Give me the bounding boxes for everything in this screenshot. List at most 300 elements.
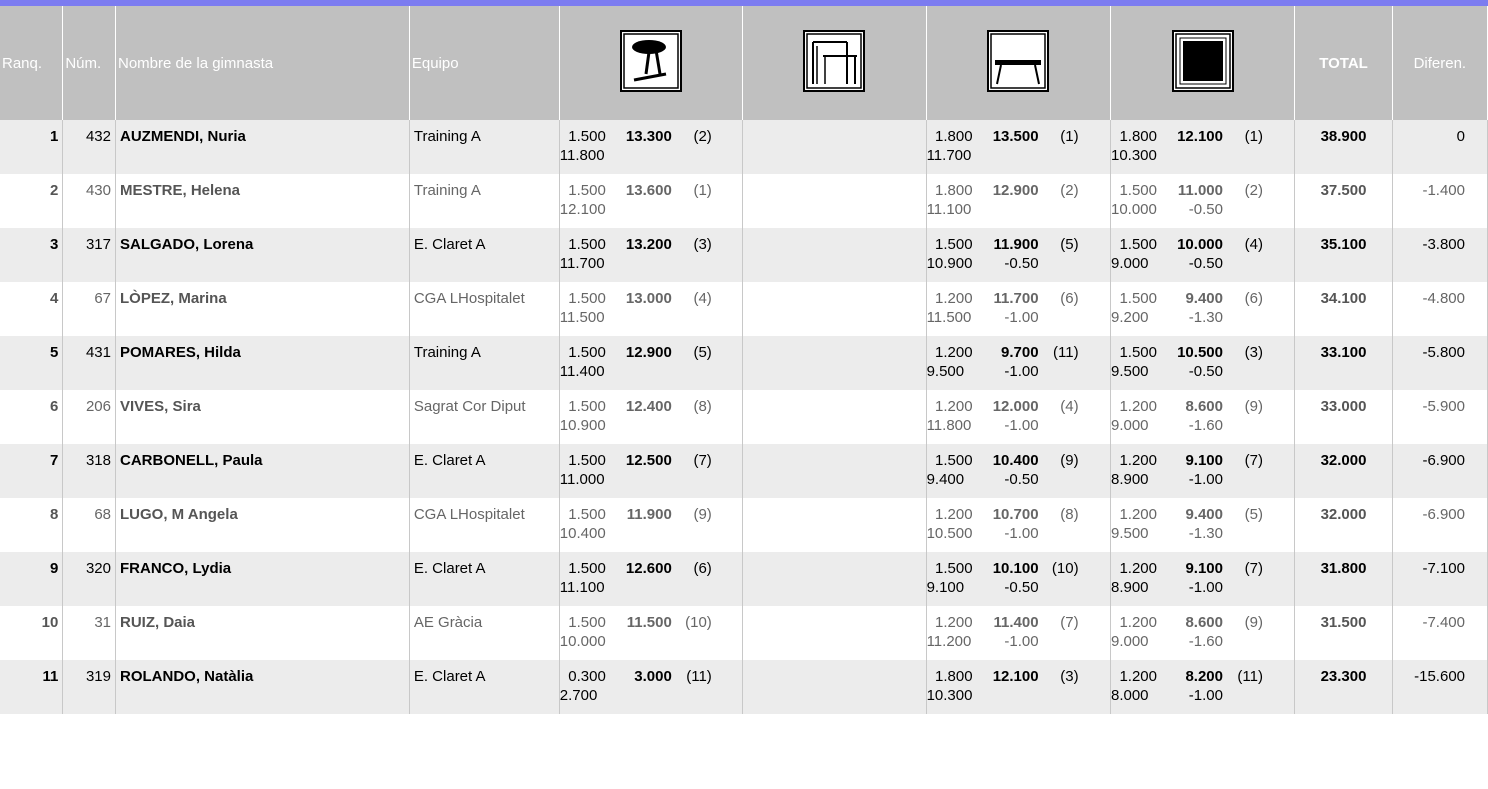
number-cell: 67	[63, 282, 116, 336]
uneven-bars-score-cell	[743, 660, 926, 714]
penalty: -1.30	[1188, 309, 1223, 326]
execution-score: 11.400	[559, 363, 605, 380]
apparatus-rank: (2)	[1244, 182, 1263, 199]
vault-score	[560, 560, 738, 596]
difficulty-score: 1.800	[935, 182, 973, 199]
execution-score: 9.000	[1110, 255, 1149, 272]
beam-icon	[987, 30, 1049, 92]
apparatus-rank: (3)	[693, 236, 712, 253]
difficulty-score: 1.200	[1119, 614, 1157, 631]
table-row	[0, 336, 1488, 390]
difficulty-score: 1.500	[935, 236, 973, 253]
penalty	[973, 147, 1039, 164]
rank-cell: 9	[0, 552, 63, 606]
penalty: -0.50	[1188, 363, 1223, 380]
penalty: -0.50	[1004, 579, 1039, 596]
team-name: Sagrat Cor Diput	[409, 390, 559, 444]
difference: -3.800	[1392, 228, 1487, 282]
final-score: 8.200	[1185, 668, 1223, 685]
penalty: -1.00	[1004, 417, 1039, 434]
difficulty-score: 1.500	[1119, 344, 1157, 361]
final-score: 10.500	[1177, 344, 1223, 361]
penalty: -1.00	[1188, 471, 1223, 488]
floor-score-cell	[1110, 498, 1294, 552]
total-score: 31.800	[1295, 552, 1392, 606]
vault-score	[560, 506, 738, 542]
penalty	[606, 147, 672, 164]
apparatus-rank: (1)	[1060, 128, 1079, 145]
execution-score: 9.100	[926, 579, 965, 596]
penalty	[606, 471, 672, 488]
vault-score-cell	[559, 660, 742, 714]
execution-score: 11.000	[559, 471, 605, 488]
floor-score	[1111, 236, 1290, 272]
execution-score: 11.700	[559, 255, 605, 272]
vault-score-cell	[559, 552, 742, 606]
difficulty-score: 1.200	[1119, 668, 1157, 685]
team-name: CGA LHospitalet	[409, 498, 559, 552]
table-row	[0, 174, 1488, 228]
execution-score: 12.100	[559, 201, 606, 218]
team-name: CGA LHospitalet	[409, 282, 559, 336]
penalty: -0.50	[1188, 201, 1223, 218]
difference: -1.400	[1392, 174, 1487, 228]
total-score: 31.500	[1295, 606, 1392, 660]
header-total: TOTAL	[1295, 6, 1392, 120]
team-name: AE Gràcia	[409, 606, 559, 660]
total-score: 23.300	[1295, 660, 1392, 714]
beam-score-cell	[926, 444, 1110, 498]
beam-score	[927, 506, 1106, 542]
vault-score-cell	[559, 606, 742, 660]
final-score: 12.500	[625, 452, 672, 469]
difficulty-score: 1.500	[568, 182, 606, 199]
total-score: 33.000	[1295, 390, 1392, 444]
results-table	[0, 6, 1488, 714]
execution-score: 9.000	[1110, 417, 1149, 434]
uneven-bars-score-cell	[743, 228, 926, 282]
number-cell: 320	[63, 552, 116, 606]
final-score: 9.700	[1001, 344, 1039, 361]
penalty	[606, 255, 672, 272]
final-score: 9.100	[1185, 452, 1223, 469]
difference: -6.900	[1392, 444, 1487, 498]
final-score: 11.900	[626, 506, 672, 523]
table-row	[0, 444, 1488, 498]
beam-score-cell	[926, 174, 1110, 228]
beam-score	[927, 128, 1106, 164]
apparatus-rank: (11)	[686, 668, 712, 685]
difficulty-score: 1.500	[935, 560, 973, 577]
uneven-bars-score-cell	[743, 120, 926, 174]
rank-cell: 8	[0, 498, 63, 552]
execution-score: 10.400	[559, 525, 606, 542]
rank-cell: 2	[0, 174, 63, 228]
penalty: -1.00	[1004, 525, 1039, 542]
final-score: 9.400	[1185, 506, 1223, 523]
rank-cell: 11	[0, 660, 63, 714]
difficulty-score: 1.500	[568, 236, 606, 253]
gymnast-name: RUIZ, Daia	[116, 606, 410, 660]
apparatus-rank: (4)	[1060, 398, 1079, 415]
final-score: 13.200	[625, 236, 672, 253]
number-cell: 317	[63, 228, 116, 282]
apparatus-rank: (7)	[1244, 452, 1263, 469]
difference: -7.400	[1392, 606, 1487, 660]
number-cell: 430	[63, 174, 116, 228]
difficulty-score: 1.200	[1119, 398, 1157, 415]
final-score: 10.100	[992, 560, 1039, 577]
penalty: -1.60	[1188, 633, 1223, 650]
table-row	[0, 282, 1488, 336]
number-cell: 319	[63, 660, 116, 714]
final-score: 12.900	[625, 344, 672, 361]
difficulty-score: 1.500	[1119, 290, 1157, 307]
beam-score-cell	[926, 120, 1110, 174]
beam-score	[927, 452, 1106, 488]
vault-score-cell	[559, 444, 742, 498]
execution-score: 10.900	[559, 417, 606, 434]
total-score: 35.100	[1295, 228, 1392, 282]
table-row	[0, 660, 1488, 714]
header-number: Núm.	[63, 6, 116, 120]
vault-score-cell	[559, 390, 742, 444]
team-name: E. Claret A	[409, 660, 559, 714]
floor-score-cell	[1110, 552, 1294, 606]
apparatus-rank: (3)	[1244, 344, 1263, 361]
beam-score-cell	[926, 606, 1110, 660]
final-score: 12.000	[992, 398, 1039, 415]
gymnast-name: MESTRE, Helena	[116, 174, 410, 228]
difficulty-score: 1.500	[568, 452, 606, 469]
difficulty-score: 1.500	[935, 452, 973, 469]
difficulty-score: 1.500	[568, 344, 606, 361]
header-rank: Ranq.	[0, 6, 63, 120]
beam-score-cell	[926, 552, 1110, 606]
total-score: 32.000	[1295, 444, 1392, 498]
floor-score	[1111, 128, 1290, 164]
difficulty-score: 1.200	[935, 398, 973, 415]
difficulty-score: 1.800	[935, 128, 973, 145]
apparatus-rank: (2)	[1060, 182, 1079, 199]
difficulty-score: 1.200	[935, 290, 973, 307]
final-score: 13.000	[625, 290, 672, 307]
penalty	[606, 309, 672, 326]
vault-score	[560, 236, 738, 272]
penalty: -1.30	[1188, 525, 1223, 542]
apparatus-rank: (8)	[693, 398, 712, 415]
execution-score: 11.100	[926, 201, 972, 218]
vault-score-cell	[559, 498, 742, 552]
beam-score	[927, 668, 1106, 704]
difference: -7.100	[1392, 552, 1487, 606]
penalty	[1157, 147, 1223, 164]
team-name: Training A	[409, 174, 559, 228]
final-score: 13.600	[625, 182, 672, 199]
difference: -6.900	[1392, 498, 1487, 552]
apparatus-rank: (10)	[1051, 560, 1079, 577]
total-score: 34.100	[1295, 282, 1392, 336]
apparatus-rank: (7)	[693, 452, 712, 469]
execution-score: 9.500	[1110, 525, 1149, 542]
execution-score: 9.200	[1110, 309, 1149, 326]
vault-score	[560, 398, 738, 434]
penalty	[606, 201, 672, 218]
gymnast-name: AUZMENDI, Nuria	[116, 120, 410, 174]
beam-score	[927, 398, 1106, 434]
difficulty-score: 1.500	[1119, 236, 1157, 253]
team-name: E. Claret A	[409, 444, 559, 498]
execution-score: 10.300	[926, 687, 973, 704]
team-name: E. Claret A	[409, 552, 559, 606]
difficulty-score: 1.200	[1119, 560, 1157, 577]
difficulty-score: 1.800	[1119, 128, 1157, 145]
apparatus-rank: (5)	[1060, 236, 1079, 253]
uneven-bars-score-cell	[743, 606, 926, 660]
final-score: 12.600	[625, 560, 672, 577]
apparatus-rank: (9)	[1244, 614, 1263, 631]
rank-cell: 5	[0, 336, 63, 390]
final-score: 10.000	[1177, 236, 1223, 253]
apparatus-rank: (5)	[693, 344, 712, 361]
final-score: 11.700	[993, 290, 1039, 307]
beam-score	[927, 614, 1106, 650]
vault-score	[560, 668, 738, 704]
rank-cell: 1	[0, 120, 63, 174]
apparatus-rank: (10)	[685, 614, 712, 631]
execution-score: 8.900	[1110, 471, 1149, 488]
final-score: 8.600	[1185, 614, 1223, 631]
header-diff: Diferen.	[1392, 6, 1487, 120]
apparatus-rank: (4)	[1244, 236, 1263, 253]
gymnast-name: VIVES, Sira	[116, 390, 410, 444]
beam-score-cell	[926, 390, 1110, 444]
header-floor	[1110, 6, 1294, 120]
penalty: -0.50	[1188, 255, 1223, 272]
uneven-bars-score-cell	[743, 390, 926, 444]
floor-score	[1111, 506, 1290, 542]
execution-score: 10.000	[1110, 201, 1157, 218]
penalty: -1.00	[1188, 687, 1223, 704]
execution-score: 11.500	[926, 309, 972, 326]
difference: -4.800	[1392, 282, 1487, 336]
number-cell: 206	[63, 390, 116, 444]
apparatus-rank: (11)	[1237, 668, 1263, 685]
floor-score	[1111, 560, 1290, 596]
floor-icon	[1172, 30, 1234, 92]
apparatus-rank: (8)	[1060, 506, 1079, 523]
beam-score-cell	[926, 336, 1110, 390]
final-score: 10.400	[992, 452, 1039, 469]
vault-icon	[620, 30, 682, 92]
final-score: 3.000	[634, 668, 672, 685]
number-cell: 431	[63, 336, 116, 390]
uneven-bars-score-cell	[743, 498, 926, 552]
difficulty-score: 1.200	[935, 344, 973, 361]
difference: -15.600	[1392, 660, 1487, 714]
vault-score	[560, 128, 738, 164]
vault-score	[560, 290, 738, 326]
vault-score-cell	[559, 120, 742, 174]
floor-score-cell	[1110, 120, 1294, 174]
execution-score: 8.000	[1110, 687, 1149, 704]
gymnast-name: LUGO, M Angela	[116, 498, 410, 552]
final-score: 10.700	[992, 506, 1039, 523]
total-score: 38.900	[1295, 120, 1392, 174]
penalty	[606, 417, 672, 434]
apparatus-rank: (2)	[693, 128, 712, 145]
difficulty-score: 1.500	[568, 128, 606, 145]
penalty: -1.00	[1188, 579, 1223, 596]
vault-score-cell	[559, 228, 742, 282]
vault-score-cell	[559, 282, 742, 336]
apparatus-rank: (6)	[693, 560, 712, 577]
execution-score: 2.700	[559, 687, 598, 704]
apparatus-rank: (5)	[1244, 506, 1263, 523]
final-score: 11.000	[1177, 182, 1223, 199]
vault-score-cell	[559, 336, 742, 390]
gymnast-name: FRANCO, Lydia	[116, 552, 410, 606]
rank-cell: 7	[0, 444, 63, 498]
final-score: 13.500	[992, 128, 1039, 145]
difference: -5.800	[1392, 336, 1487, 390]
beam-score-cell	[926, 228, 1110, 282]
apparatus-rank: (11)	[1053, 344, 1079, 361]
table-body	[0, 120, 1488, 714]
floor-score	[1111, 398, 1290, 434]
uneven-bars-score-cell	[743, 336, 926, 390]
execution-score: 9.500	[926, 363, 965, 380]
uneven-bars-score-cell	[743, 444, 926, 498]
beam-score	[927, 344, 1106, 380]
execution-score: 11.500	[559, 309, 605, 326]
penalty	[973, 687, 1039, 704]
gymnast-name: ROLANDO, Natàlia	[116, 660, 410, 714]
final-score: 12.400	[625, 398, 672, 415]
penalty: -1.60	[1188, 417, 1223, 434]
penalty	[606, 633, 672, 650]
beam-score	[927, 290, 1106, 326]
floor-score	[1111, 614, 1290, 650]
execution-score: 10.500	[926, 525, 973, 542]
floor-score	[1111, 452, 1290, 488]
beam-score-cell	[926, 660, 1110, 714]
apparatus-rank: (1)	[693, 182, 712, 199]
penalty	[606, 525, 672, 542]
final-score: 11.400	[993, 614, 1039, 631]
difficulty-score: 1.500	[1119, 182, 1157, 199]
table-row	[0, 120, 1488, 174]
floor-score	[1111, 290, 1290, 326]
gymnast-name: CARBONELL, Paula	[116, 444, 410, 498]
team-name: Training A	[409, 120, 559, 174]
difficulty-score: 1.800	[935, 668, 973, 685]
floor-score	[1111, 344, 1290, 380]
floor-score-cell	[1110, 282, 1294, 336]
table-row	[0, 498, 1488, 552]
execution-score: 11.800	[559, 147, 605, 164]
header-uneven-bars	[743, 6, 926, 120]
execution-score: 8.900	[1110, 579, 1149, 596]
execution-score: 10.000	[559, 633, 606, 650]
execution-score: 9.000	[1110, 633, 1149, 650]
total-score: 37.500	[1295, 174, 1392, 228]
final-score: 11.900	[993, 236, 1039, 253]
beam-score-cell	[926, 498, 1110, 552]
beam-score-cell	[926, 282, 1110, 336]
beam-score	[927, 560, 1106, 596]
team-name: Training A	[409, 336, 559, 390]
table-row	[0, 552, 1488, 606]
difference: -5.900	[1392, 390, 1487, 444]
difficulty-score: 1.500	[568, 560, 606, 577]
difficulty-score: 1.200	[935, 506, 973, 523]
gymnast-name: POMARES, Hilda	[116, 336, 410, 390]
execution-score: 10.900	[926, 255, 973, 272]
penalty: -1.00	[1004, 633, 1039, 650]
execution-score: 11.700	[926, 147, 972, 164]
header-beam	[926, 6, 1110, 120]
difficulty-score: 0.300	[568, 668, 606, 685]
apparatus-rank: (9)	[1244, 398, 1263, 415]
difficulty-score: 1.200	[1119, 506, 1157, 523]
penalty	[606, 687, 672, 704]
rank-cell: 4	[0, 282, 63, 336]
final-score: 9.100	[1185, 560, 1223, 577]
execution-score: 10.300	[1110, 147, 1157, 164]
difficulty-score: 1.200	[1119, 452, 1157, 469]
uneven-bars-score-cell	[743, 282, 926, 336]
difficulty-score: 1.500	[568, 614, 606, 631]
final-score: 12.900	[992, 182, 1039, 199]
floor-score	[1111, 182, 1290, 218]
apparatus-rank: (9)	[693, 506, 712, 523]
beam-score	[927, 236, 1106, 272]
final-score: 8.600	[1185, 398, 1223, 415]
execution-score: 9.400	[926, 471, 965, 488]
floor-score-cell	[1110, 390, 1294, 444]
difficulty-score: 1.200	[935, 614, 973, 631]
number-cell: 318	[63, 444, 116, 498]
vault-score	[560, 452, 738, 488]
penalty: -1.00	[1004, 363, 1039, 380]
floor-score	[1111, 668, 1290, 704]
table-row	[0, 390, 1488, 444]
number-cell: 31	[63, 606, 116, 660]
gymnast-name: SALGADO, Lorena	[116, 228, 410, 282]
uneven-bars-score-cell	[743, 174, 926, 228]
team-name: E. Claret A	[409, 228, 559, 282]
execution-score: 9.500	[1110, 363, 1149, 380]
execution-score: 11.200	[926, 633, 972, 650]
rank-cell: 10	[0, 606, 63, 660]
rank-cell: 6	[0, 390, 63, 444]
penalty	[973, 201, 1039, 218]
final-score: 12.100	[992, 668, 1039, 685]
table-row	[0, 228, 1488, 282]
table-header	[0, 6, 1488, 120]
difficulty-score: 1.500	[568, 506, 606, 523]
uneven-bars-icon	[803, 30, 865, 92]
penalty: -0.50	[1004, 471, 1039, 488]
apparatus-rank: (6)	[1244, 290, 1263, 307]
floor-score-cell	[1110, 660, 1294, 714]
apparatus-rank: (7)	[1244, 560, 1263, 577]
apparatus-rank: (4)	[693, 290, 712, 307]
vault-score	[560, 182, 738, 218]
total-score: 33.100	[1295, 336, 1392, 390]
final-score: 11.500	[626, 614, 672, 631]
